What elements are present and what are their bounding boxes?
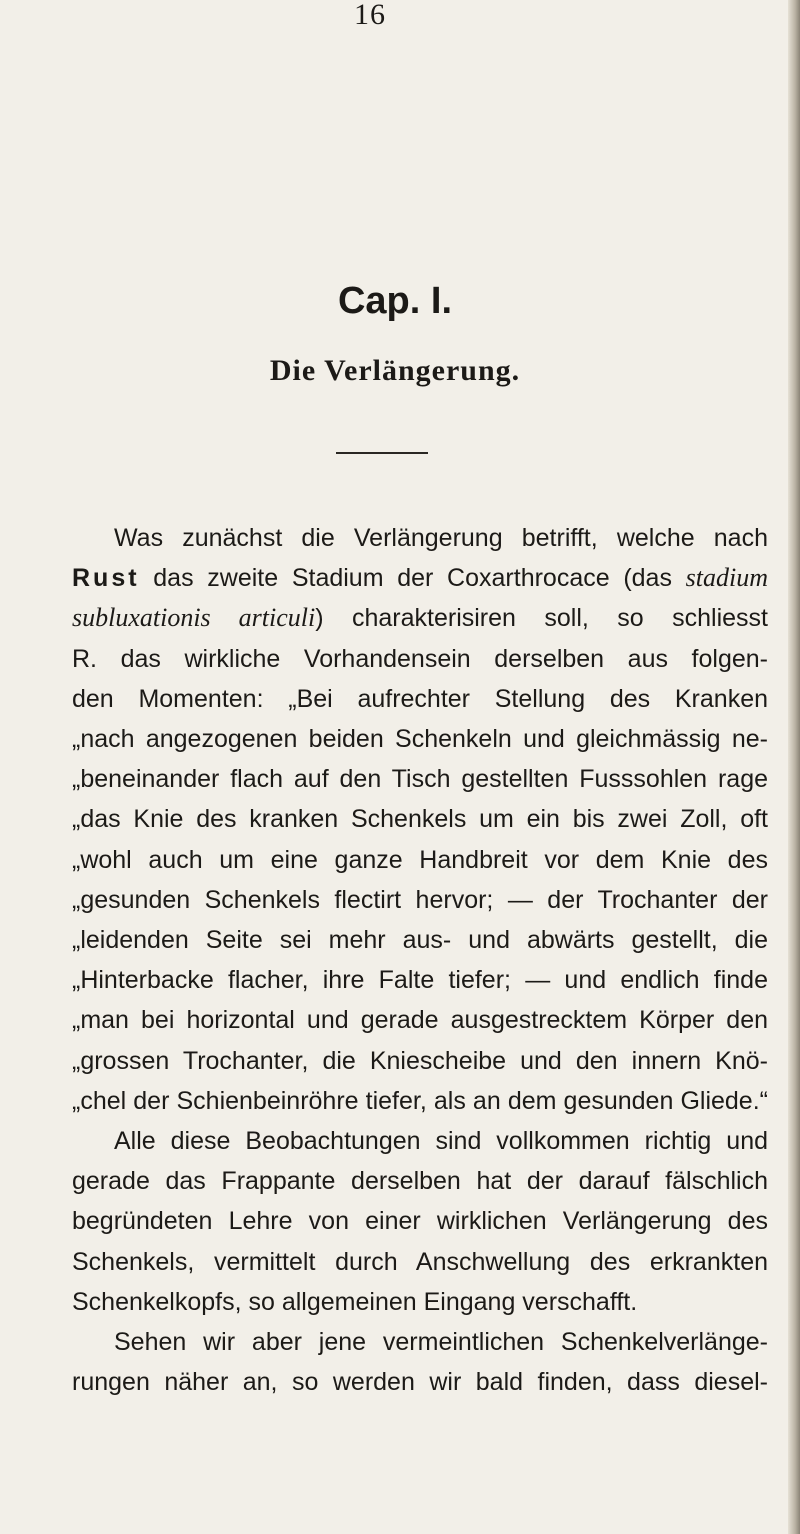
text-line: Sehen wir aber jene vermeintlichen Schenkelverlänge-: [114, 1328, 768, 1357]
text-line: R. das wirkliche Vorhandensein derselben aus folgen-: [72, 644, 768, 673]
text-segment: das zweite Stadium der Coxarthrocace (das: [139, 564, 686, 593]
text-segment: ) charakterisiren soll, so schliesst: [315, 604, 768, 633]
text-line: gerade das Frappante derselben hat der darauf fälschlich: [72, 1167, 768, 1196]
text-line: „man bei horizontal und gerade ausgestrecktem Körper den: [72, 1006, 768, 1035]
text-line: [72, 598, 768, 638]
italic-term: subluxationis articuli: [72, 603, 316, 633]
text-line: begründeten Lehre von einer wirklichen Verlängerung des: [72, 1207, 768, 1236]
text-line: „chel der Schienbeinröhre tiefer, als an dem gesunden Gliede.“: [72, 1086, 768, 1115]
text-line: rungen näher an, so werden wir bald finden, dass diesel-: [72, 1368, 768, 1397]
text-line: „Hinterbacke flacher, ihre Falte tiefer; — und endlich finde: [72, 966, 768, 995]
page-number: 16: [354, 0, 386, 31]
text-line: „leidenden Seite sei mehr aus- und abwärts gestellt, die: [72, 926, 768, 955]
italic-term: stadium: [685, 563, 768, 593]
text-line: „das Knie des kranken Schenkels um ein bis zwei Zoll, oft: [72, 805, 768, 834]
body-text: [72, 518, 768, 1402]
text-line: „nach angezogenen beiden Schenkeln und gleichmässig ne-: [72, 725, 768, 754]
section-title: Die Verlängerung.: [269, 354, 521, 387]
text-line: [72, 558, 768, 598]
text-line: Was zunächst die Verlängerung betrifft, welche nach: [114, 524, 768, 552]
text-line: den Momenten: „Bei aufrechter Stellung des Kranken: [72, 684, 768, 713]
text-line: „beneinander flach auf den Tisch gestellten Fusssohlen rage: [72, 765, 768, 794]
text-line: Schenkels, vermittelt durch Anschwellung des erkrankten: [72, 1247, 768, 1276]
divider-rule: [336, 452, 428, 454]
text-line: „wohl auch um eine ganze Handbreit vor dem Knie des: [72, 845, 768, 874]
text-line: „grossen Trochanter, die Kniescheibe und den innern Knö-: [72, 1046, 768, 1075]
text-line: „gesunden Schenkels flectirt hervor; — der Trochanter der: [72, 885, 768, 914]
text-line: Alle diese Beobachtungen sind vollkommen richtig und: [114, 1127, 768, 1156]
chapter-title: Cap. I.: [337, 280, 453, 322]
text-line: Schenkelkopfs, so allgemeinen Eingang verschafft.: [72, 1287, 638, 1316]
author-name: Rust: [72, 564, 140, 593]
page-edge: [788, 0, 800, 1534]
